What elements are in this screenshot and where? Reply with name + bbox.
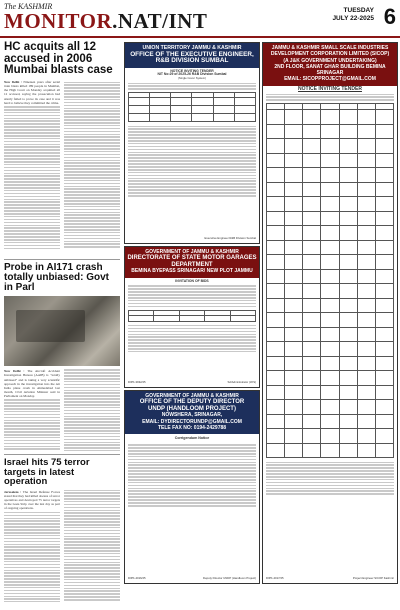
table-row: [267, 284, 394, 299]
table-row: [267, 211, 394, 226]
ad2-line1: GOVERNMENT OF JAMMU & KASHMIR: [145, 249, 239, 255]
ad2-dipk: DIPK-3932/25: [128, 379, 146, 384]
issue-date: JULY 22-2025: [332, 15, 374, 22]
ad-undp-handloom: [124, 390, 260, 584]
masthead-rule: [0, 36, 400, 38]
masthead: [0, 0, 400, 38]
ad-rnb-sumbal: [124, 42, 260, 244]
ad1-line1: UNION TERRITORY JAMMU & KASHMIR: [142, 45, 242, 51]
table-row: [267, 429, 394, 444]
story3-dateline: Jerusalem :: [4, 489, 22, 494]
story1-dateline: New Delhi :: [4, 80, 22, 85]
table-row: [267, 139, 394, 154]
ad4-intro-lines: [263, 91, 397, 103]
ad4-header: [263, 43, 397, 86]
table-row: [267, 182, 394, 197]
date-block: [332, 7, 374, 23]
story3-body: [4, 490, 60, 510]
ad4-dipk: DIPK-4017/25: [266, 575, 284, 580]
table-row: [267, 400, 394, 415]
divider: [4, 259, 120, 260]
ad4-table: [263, 103, 397, 458]
ad1-table: [125, 92, 259, 122]
table-row: [267, 240, 394, 255]
ad1-subtitle: (Single Cover System): [178, 75, 206, 80]
ad2-line2: DIRECTORATE OF STATE MOTOR GARAGES DEPARTMENT: [127, 255, 257, 268]
table-row: [267, 269, 394, 284]
story3-lede: The Israel Defense Forces stated that they had killed dozens of terror operatives and destroyed 75 terror targets in the Gaza Strip over the last day as part of ongoing operations.: [4, 489, 61, 511]
ad3-line5: EMAIL: DYDIRECTORUNDP@GMAIL.COM: [142, 418, 242, 425]
table-row: [267, 385, 394, 400]
ad3-signatory: Deputy Director UNDP (Handloom Project): [203, 575, 256, 580]
ad3-line6: TELE FAX NO: 0194-2429788: [157, 425, 227, 432]
ad4-line1: JAMMU & KASHMIR SMALL SCALE INDUSTRIES: [271, 45, 389, 51]
table-row: [267, 342, 394, 357]
table-row: [267, 226, 394, 241]
ad2-heading: INVITATION OF BIDS: [175, 278, 209, 283]
ad1-nit-no: NIT No:29 of 2025-26 R&B Division Sumbal: [157, 72, 227, 77]
table-row: [267, 327, 394, 342]
ad3-line1: GOVERNMENT OF JAMMU & KASHMIR: [145, 393, 239, 399]
issue-day: TUESDAY: [343, 7, 374, 14]
table-row: [267, 356, 394, 371]
ad3-line4: NOWSHERA, SRINAGAR,: [161, 412, 223, 419]
story1-lede: Nineteen years after serial train blasts killed 189 people in Mumbai, the High Court on Monday acquitted all 12 accused, saying the prosecution had utterly failed to prove its case and it was hard to believe they committed the crime.: [4, 80, 60, 105]
ad1-nit-title: NOTICE INVITING TENDER: [170, 68, 214, 73]
ad1-line2: OFFICE OF THE EXECUTIVE ENGINEER,: [130, 50, 254, 58]
table-row: [267, 371, 394, 386]
ad2-terms-lines: [125, 322, 259, 356]
ad-state-motor-garages: [124, 246, 260, 388]
ad2-signatory: Sd/Administrator (JKS): [227, 379, 256, 384]
ad1-header: [125, 43, 259, 68]
story2-lede: The Aircraft Accident Investigation Bureau (AAIB) is "totally unbiased" and is taking a very scientific approach in the investigation into the Air India plane crash in Ahmedabad last month, Civil Aviation Minister said in Parliament on Monday.: [4, 369, 60, 398]
story2-dateline: New Delhi :: [4, 369, 25, 374]
table-row: [267, 153, 394, 168]
page-number: 6: [383, 4, 396, 29]
ad1-terms-lines: [125, 122, 259, 200]
table-row: [267, 443, 394, 458]
table-row: [267, 255, 394, 270]
story2-headline[interactable]: Probe in AI171 crash totally unbiased: Govt in Parl: [4, 261, 110, 294]
story2-body: [4, 369, 60, 398]
story3-headline[interactable]: Israel hits 75 terror targets in latest operation: [4, 456, 90, 488]
ad3-body-lines: [125, 441, 259, 510]
table-row: [267, 313, 394, 328]
table-row: [267, 298, 394, 313]
ad2-header: [125, 247, 259, 278]
ad4-signatory: Project Engineer SICOP Kashmir: [352, 575, 394, 580]
table-row: [267, 110, 394, 125]
crash-photo: [4, 296, 120, 366]
brand-logo: [4, 9, 207, 34]
ad2-line3: BEMINA BYEPASS SRINAGAR/ NEW PLOT JAMMU: [131, 268, 253, 275]
ad3-line2: OFFICE OF THE DEPUTY DIRECTOR: [139, 399, 245, 406]
ad1-intro-lines: [125, 80, 259, 92]
ad3-heading: Corrigendum Notice: [174, 436, 210, 441]
story1-headline[interactable]: HC acquits all 12 accused in 2006 Mumbai blasts case: [4, 41, 113, 77]
ad4-line3: (A J&K GOVERNMENT UNDERTAKING): [283, 57, 377, 64]
table-row: [267, 168, 394, 183]
table-row: [267, 124, 394, 139]
ad1-signatory: Executive Engineer R&B Division Sumbal: [204, 235, 256, 240]
brand-main: MONITOR: [4, 9, 113, 33]
ad3-header: [125, 391, 259, 434]
ad2-table: [125, 310, 259, 322]
ad2-intro-lines: [125, 283, 259, 309]
ad4-line2: DEVELOPMENT CORPORATION LIMITED (SICOP): [270, 51, 390, 58]
ad4-line4: 2ND FLOOR, SANAT GHAR BUILDING BEMINA SRINAGAR: [274, 63, 386, 77]
news-column: [4, 42, 120, 610]
brand-section: .NAT/INT: [112, 9, 208, 33]
ad1-line3: R&B DIVISION SUMBAL: [155, 57, 229, 65]
table-row: [267, 414, 394, 429]
ad3-dipk: DIPK-4016/25: [128, 575, 146, 580]
ad4-line5: EMAIL: SICOPPROJECT@GMAIL.COM: [284, 76, 376, 83]
story1-body: [4, 80, 60, 105]
story1-text-lines: [4, 80, 120, 249]
ad3-line3: UNDP (HANDLOOM PROJECT): [148, 405, 236, 412]
ad4-heading: NOTICE INVITING TENDER: [298, 85, 362, 92]
table-row: [267, 197, 394, 212]
divider: [4, 454, 120, 455]
ad-sicop: [262, 42, 398, 584]
ad4-terms-lines: [263, 458, 397, 498]
brand-small-title: The KASHMIR: [4, 2, 53, 11]
